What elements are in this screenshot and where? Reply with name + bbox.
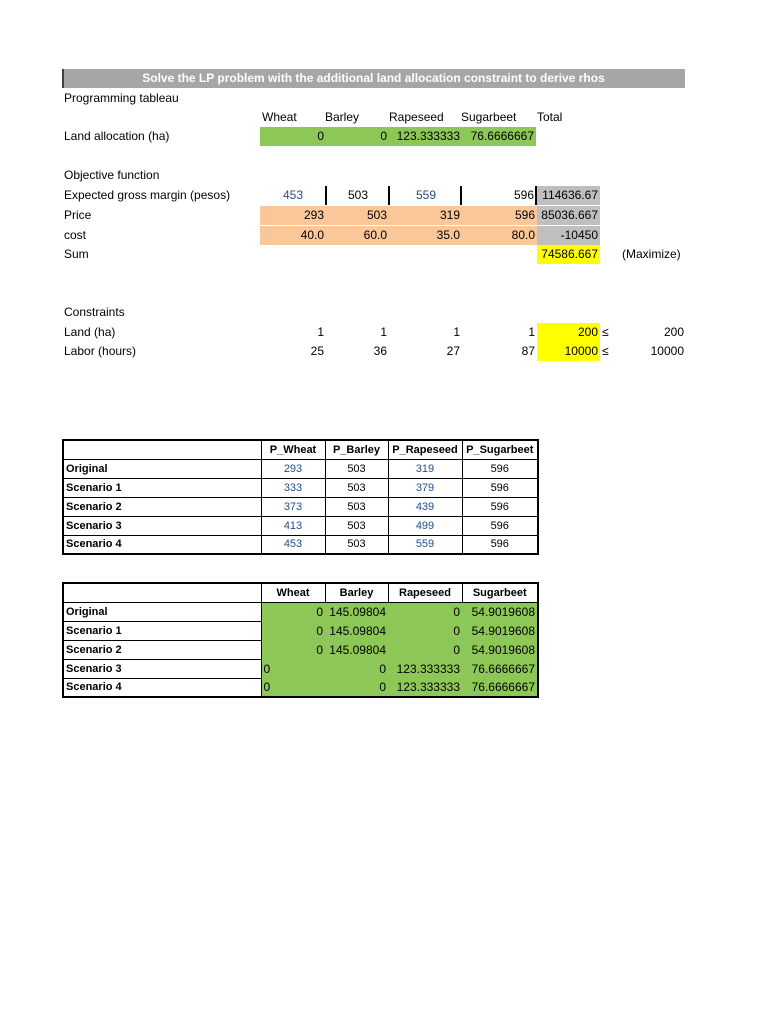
cell[interactable]: 76.6666667 (462, 659, 538, 678)
cost-rapeseed[interactable]: 35.0 (389, 226, 462, 245)
header-blank (63, 583, 261, 602)
table-header-row (63, 440, 538, 459)
land-rhs[interactable]: 200 (663, 325, 684, 339)
labor-rhs[interactable]: 10000 (650, 344, 684, 358)
cell[interactable]: 503 (325, 516, 388, 535)
header-wheat: Wheat (261, 583, 325, 602)
gross-margin-total[interactable]: 114636.67 (537, 186, 600, 205)
price-scenario-table (62, 439, 539, 555)
cell[interactable]: 596 (462, 478, 538, 497)
cell[interactable]: 453 (261, 535, 325, 554)
row-label: Scenario 4 (63, 678, 261, 697)
table-row (63, 602, 538, 621)
cell[interactable]: 0 (261, 659, 325, 678)
price-total[interactable]: 85036.667 (537, 206, 600, 225)
labor-coef-wheat[interactable]: 25 (310, 344, 324, 358)
row-label: Scenario 1 (63, 478, 261, 497)
table-row (63, 497, 538, 516)
header-p-rapeseed: P_Rapeseed (388, 440, 462, 459)
land-allocation-label: Land allocation (ha) (64, 129, 170, 143)
cell[interactable]: 0 (261, 602, 325, 621)
crop-header-wheat: Wheat (262, 110, 297, 124)
table-row (63, 478, 538, 497)
row-label: Scenario 2 (63, 497, 261, 516)
cell[interactable]: 333 (261, 478, 325, 497)
cell[interactable]: 379 (388, 478, 462, 497)
table-row (63, 516, 538, 535)
cost-wheat[interactable]: 40.0 (260, 226, 326, 245)
labor-coef-barley[interactable]: 36 (373, 344, 387, 358)
labor-lhs[interactable]: 10000 (537, 342, 600, 361)
land-allocation-wheat[interactable]: 0 (260, 127, 326, 146)
constraints-label: Constraints (64, 305, 125, 319)
header-p-wheat: P_Wheat (261, 440, 325, 459)
price-sugarbeet[interactable]: 596 (462, 206, 537, 225)
cost-barley[interactable]: 60.0 (326, 226, 389, 245)
gross-margin-wheat[interactable]: 453 (282, 188, 304, 202)
gross-margin-barley[interactable]: 503 (347, 188, 369, 202)
row-label: Original (63, 459, 261, 478)
crop-header-rapeseed: Rapeseed (389, 110, 444, 124)
row-label: Scenario 3 (63, 659, 261, 678)
labor-coef-sugarbeet[interactable]: 87 (521, 344, 535, 358)
cell[interactable]: 596 (462, 516, 538, 535)
land-lhs[interactable]: 200 (537, 323, 600, 342)
cell[interactable]: 54.9019608 (462, 640, 538, 659)
cell[interactable]: 0 (388, 640, 462, 659)
price-wheat[interactable]: 293 (260, 206, 326, 225)
crop-header-barley: Barley (325, 110, 360, 124)
cell[interactable]: 293 (261, 459, 325, 478)
objective-label: Objective function (64, 168, 160, 182)
table-row (63, 678, 538, 697)
cell[interactable]: 0 (261, 640, 325, 659)
gross-margin-sugarbeet[interactable]: 596 (513, 188, 534, 202)
land-allocation-sugarbeet[interactable]: 76.6666667 (462, 127, 536, 146)
cell[interactable]: 145.09804 (325, 602, 388, 621)
land-allocation-rapeseed[interactable]: 123.333333 (389, 127, 462, 146)
cost-total[interactable]: -10450 (537, 226, 600, 245)
land-constraint-label: Land (ha) (64, 325, 116, 339)
table-row (63, 535, 538, 554)
price-barley[interactable]: 503 (326, 206, 389, 225)
cell[interactable]: 123.333333 (388, 678, 462, 697)
cell[interactable]: 0 (388, 602, 462, 621)
cell[interactable]: 596 (462, 459, 538, 478)
land-coef-wheat[interactable]: 1 (317, 325, 324, 339)
cell[interactable]: 54.9019608 (462, 602, 538, 621)
land-allocation-barley[interactable]: 0 (326, 127, 389, 146)
row-label: Scenario 4 (63, 535, 261, 554)
price-label: Price (64, 208, 92, 222)
cell[interactable]: 439 (388, 497, 462, 516)
header-barley: Barley (325, 583, 388, 602)
cell[interactable]: 596 (462, 497, 538, 516)
labor-constraint-label: Labor (hours) (64, 344, 137, 358)
cell[interactable]: 145.09804 (325, 621, 388, 640)
cell[interactable]: 0 (261, 621, 325, 640)
table-row (63, 459, 538, 478)
land-coef-sugarbeet[interactable]: 1 (528, 325, 535, 339)
cell[interactable]: 503 (325, 459, 388, 478)
table-row (63, 621, 538, 640)
sheet-title-bar (62, 69, 685, 88)
table-row (63, 659, 538, 678)
sum-total[interactable]: 74586.667 (537, 245, 600, 264)
row-label: Scenario 2 (63, 640, 261, 659)
land-coef-rapeseed[interactable]: 1 (453, 325, 460, 339)
price-rapeseed[interactable]: 319 (389, 206, 462, 225)
cell[interactable]: 0 (261, 678, 325, 697)
cell[interactable]: 503 (325, 478, 388, 497)
row-label: Scenario 3 (63, 516, 261, 535)
tableau-label: Programming tableau (64, 91, 179, 105)
cost-label: cost (64, 228, 87, 242)
header-blank (63, 440, 261, 459)
header-p-sugarbeet: P_Sugarbeet (462, 440, 538, 459)
allocation-scenario-table (62, 582, 539, 698)
cell[interactable]: 499 (388, 516, 462, 535)
cell[interactable]: 54.9019608 (462, 621, 538, 640)
row-label: Original (63, 602, 261, 621)
cell[interactable]: 559 (388, 535, 462, 554)
row-label: Scenario 1 (63, 621, 261, 640)
land-operator: ≤ (602, 325, 609, 339)
labor-operator: ≤ (602, 344, 609, 358)
objective-sense: (Maximize) (622, 247, 681, 261)
gross-margin-label: Expected gross margin (pesos) (64, 188, 231, 202)
cell[interactable]: 503 (325, 535, 388, 554)
cell[interactable]: 76.6666667 (462, 678, 538, 697)
header-rapeseed: Rapeseed (388, 583, 462, 602)
sum-label: Sum (64, 247, 89, 261)
title-edge (62, 69, 64, 88)
total-header: Total (537, 110, 563, 124)
land-coef-barley[interactable]: 1 (380, 325, 387, 339)
crop-header-sugarbeet: Sugarbeet (461, 110, 517, 124)
table-row (63, 640, 538, 659)
gross-margin-rapeseed[interactable]: 559 (415, 188, 437, 202)
labor-coef-rapeseed[interactable]: 27 (446, 344, 460, 358)
cell[interactable]: 413 (261, 516, 325, 535)
header-sugarbeet: Sugarbeet (462, 583, 538, 602)
cell[interactable]: 0 (388, 621, 462, 640)
cell[interactable]: 0 (325, 678, 388, 697)
cell[interactable]: 503 (325, 497, 388, 516)
header-p-barley: P_Barley (325, 440, 388, 459)
cell[interactable]: 123.333333 (388, 659, 462, 678)
table-header-row (63, 583, 538, 602)
cell[interactable]: 373 (261, 497, 325, 516)
cell[interactable]: 596 (462, 535, 538, 554)
cell[interactable]: 0 (325, 659, 388, 678)
sheet-title: Solve the LP problem with the additional land allocation constraint to derive rhos (142, 71, 605, 85)
cell[interactable]: 319 (388, 459, 462, 478)
cost-sugarbeet[interactable]: 80.0 (462, 226, 537, 245)
cell[interactable]: 145.09804 (325, 640, 388, 659)
